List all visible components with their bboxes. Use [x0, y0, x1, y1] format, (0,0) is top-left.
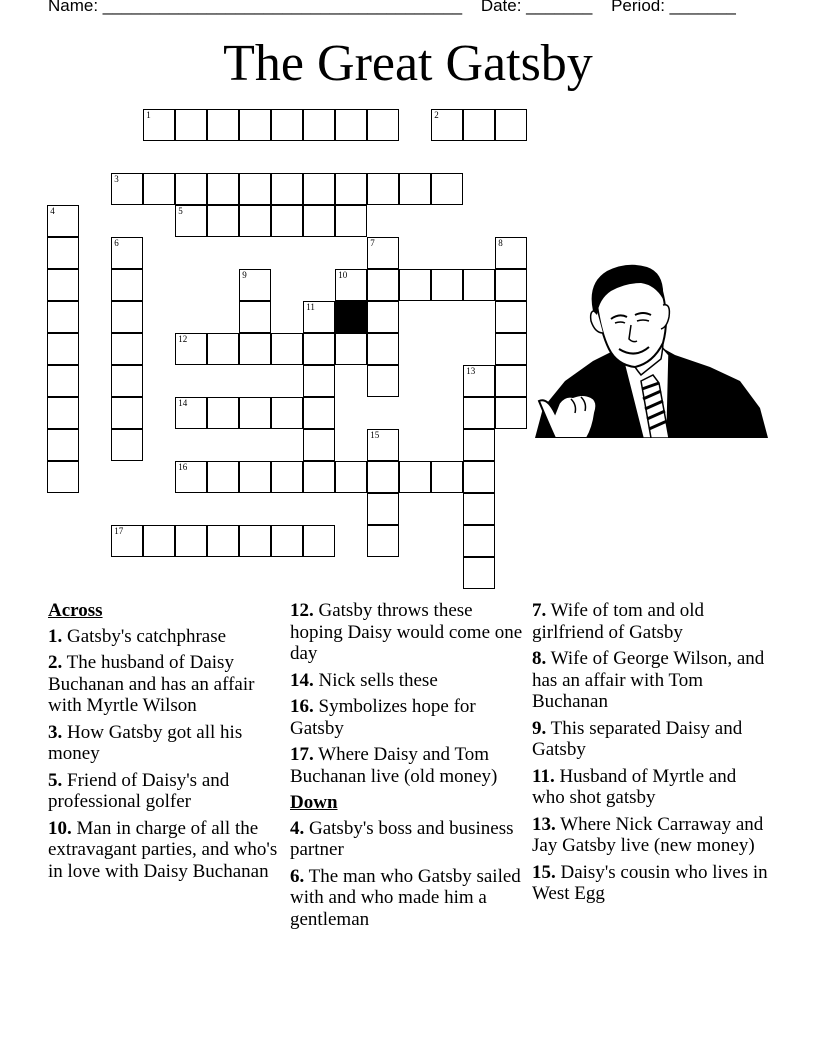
crossword-cell[interactable]	[143, 109, 175, 141]
crossword-cell[interactable]	[47, 301, 79, 333]
period-field-label[interactable]: Period: _______	[611, 0, 736, 15]
crossword-cell[interactable]	[47, 365, 79, 397]
crossword-cell[interactable]	[239, 173, 271, 205]
crossword-cell[interactable]	[271, 397, 303, 429]
crossword-cell[interactable]	[303, 173, 335, 205]
cell-number: 1	[146, 110, 151, 121]
crossword-cell[interactable]	[399, 461, 431, 493]
crossword-cell[interactable]	[175, 109, 207, 141]
crossword-cell[interactable]	[175, 173, 207, 205]
clue-down-4: 4. Gatsby's boss and business partner	[290, 817, 514, 860]
crossword-cell[interactable]	[335, 205, 367, 237]
crossword-cell[interactable]	[239, 301, 271, 333]
crossword-cell[interactable]	[143, 525, 175, 557]
cell-number: 6	[114, 238, 119, 249]
cell-number: 3	[114, 174, 119, 185]
man-in-suit-pointing-icon	[535, 263, 770, 438]
crossword-cell[interactable]	[399, 173, 431, 205]
crossword-cell[interactable]	[367, 269, 399, 301]
crossword-cell[interactable]	[399, 269, 431, 301]
clue-down-8: 8. Wife of George Wilson, and has an affair with Tom Buchanan	[532, 648, 765, 712]
clues-column-3	[532, 600, 772, 910]
cell-number: 10	[338, 270, 348, 281]
crossword-cell[interactable]	[335, 333, 367, 365]
crossword-cell[interactable]	[431, 269, 463, 301]
crossword-cell[interactable]	[335, 173, 367, 205]
crossword-cell[interactable]	[271, 205, 303, 237]
crossword-cell[interactable]	[367, 109, 399, 141]
clues-column-1	[48, 600, 280, 887]
crossword-cell[interactable]	[207, 397, 239, 429]
crossword-cell[interactable]	[495, 269, 527, 301]
crossword-cell[interactable]	[303, 429, 335, 461]
clues-column-2	[290, 600, 526, 935]
crossword-cell[interactable]	[463, 557, 495, 589]
crossword-cell[interactable]	[431, 173, 463, 205]
crossword-cell[interactable]	[367, 525, 399, 557]
crossword-cell[interactable]	[111, 365, 143, 397]
crossword-cell[interactable]	[47, 333, 79, 365]
crossword-cell[interactable]	[239, 109, 271, 141]
crossword-cell[interactable]	[367, 493, 399, 525]
crossword-cell[interactable]	[431, 109, 463, 141]
crossword-cell[interactable]	[239, 269, 271, 301]
crossword-cell[interactable]	[175, 397, 207, 429]
crossword-cell[interactable]	[239, 333, 271, 365]
crossword-cell[interactable]	[207, 205, 239, 237]
crossword-cell[interactable]	[47, 461, 79, 493]
crossword-cell[interactable]	[111, 397, 143, 429]
crossword-cell[interactable]	[335, 109, 367, 141]
crossword-cell[interactable]	[47, 397, 79, 429]
cell-number: 13	[466, 366, 476, 377]
clue-down-9: 9. This separated Daisy and Gatsby	[532, 717, 743, 760]
down-heading: Down	[290, 792, 338, 813]
crossword-cell[interactable]	[463, 397, 495, 429]
crossword-cell[interactable]	[207, 461, 239, 493]
crossword-cell[interactable]	[303, 365, 335, 397]
crossword-cell[interactable]	[175, 205, 207, 237]
crossword-cell[interactable]	[303, 461, 335, 493]
crossword-cell[interactable]	[303, 205, 335, 237]
man-in-suit-illustration	[535, 263, 770, 438]
crossword-cell[interactable]	[495, 109, 527, 141]
clue-across-16: 16. Symbolizes hope for Gatsby	[290, 696, 476, 739]
crossword-cell[interactable]	[175, 525, 207, 557]
crossword-cell[interactable]	[207, 333, 239, 365]
crossword-cell[interactable]	[367, 237, 399, 269]
crossword-cell[interactable]	[463, 493, 495, 525]
cell-number: 17	[114, 526, 124, 537]
crossword-cell[interactable]	[431, 461, 463, 493]
crossword-cell[interactable]	[303, 301, 335, 333]
clue-down-15: 15. Daisy's cousin who lives in West Egg	[532, 861, 768, 904]
clue-across-1: 1. Gatsby's catchphrase	[48, 625, 227, 647]
crossword-cell[interactable]	[47, 269, 79, 301]
crossword-cell[interactable]	[463, 525, 495, 557]
date-field-label[interactable]: Date: _______	[480, 0, 593, 15]
crossword-cell[interactable]	[207, 109, 239, 141]
crossword-cell[interactable]	[207, 525, 239, 557]
cell-number: 9	[242, 270, 247, 281]
crossword-cell[interactable]	[367, 301, 399, 333]
cell-number: 5	[178, 206, 183, 217]
clue-across-17: 17. Where Daisy and Tom Buchanan live (old money)	[290, 744, 498, 787]
cell-number: 2	[434, 110, 439, 121]
cell-number: 8	[498, 238, 503, 249]
crossword-cell[interactable]	[463, 109, 495, 141]
crossword-cell[interactable]	[271, 333, 303, 365]
crossword-cell[interactable]	[111, 301, 143, 333]
crossword-cell[interactable]	[463, 461, 495, 493]
clue-down-7: 7. Wife of tom and old girlfriend of Gatsby	[532, 600, 704, 643]
crossword-cell[interactable]	[463, 269, 495, 301]
cell-number: 7	[370, 238, 375, 249]
crossword-cell[interactable]	[271, 461, 303, 493]
crossword-grid	[48, 110, 528, 590]
crossword-cell[interactable]	[303, 333, 335, 365]
crossword-cell[interactable]	[335, 269, 367, 301]
crossword-cell[interactable]	[111, 173, 143, 205]
crossword-cell[interactable]	[111, 429, 143, 461]
crossword-cell[interactable]	[495, 365, 527, 397]
crossword-cell[interactable]	[47, 205, 79, 237]
crossword-cell[interactable]	[335, 461, 367, 493]
crossword-cell[interactable]	[47, 429, 79, 461]
crossword-cell[interactable]	[111, 237, 143, 269]
crossword-cell[interactable]	[367, 173, 399, 205]
crossword-cell[interactable]	[463, 365, 495, 397]
crossword-cell[interactable]	[111, 269, 143, 301]
clue-across-3: 3. How Gatsby got all his money	[48, 721, 243, 764]
clue-across-14: 14. Nick sells these	[290, 669, 438, 691]
crossword-cell[interactable]	[495, 237, 527, 269]
crossword-cell[interactable]	[495, 301, 527, 333]
crossword-cell[interactable]	[495, 333, 527, 365]
clue-down-6: 6. The man who Gatsby sailed with and who made him a gentleman	[290, 865, 521, 930]
crossword-cell[interactable]	[367, 429, 399, 461]
cell-number: 16	[178, 462, 188, 473]
crossword-cell[interactable]	[175, 333, 207, 365]
crossword-cell[interactable]	[271, 173, 303, 205]
clue-down-11: 11. Husband of Myrtle and who shot gatsby	[532, 765, 737, 808]
crossword-cell[interactable]	[111, 525, 143, 557]
crossword-cell[interactable]	[143, 173, 175, 205]
crossword-cell[interactable]	[111, 333, 143, 365]
crossword-cell[interactable]	[495, 397, 527, 429]
crossword-cell[interactable]	[175, 461, 207, 493]
crossword-cell[interactable]	[239, 525, 271, 557]
cell-number: 14	[178, 398, 188, 409]
name-field-label[interactable]: Name: ______________________________________	[48, 0, 463, 15]
crossword-cell[interactable]	[239, 461, 271, 493]
crossword-cell[interactable]	[367, 365, 399, 397]
crossword-cell[interactable]	[271, 525, 303, 557]
page-title: The Great Gatsby	[223, 35, 593, 92]
crossword-cell[interactable]	[303, 397, 335, 429]
crossword-cell[interactable]	[367, 461, 399, 493]
crossword-cell[interactable]	[239, 397, 271, 429]
across-heading: Across	[48, 600, 103, 621]
cell-number: 12	[178, 334, 188, 345]
clue-down-13: 13. Where Nick Carraway and Jay Gatsby live (new money)	[532, 813, 764, 856]
crossword-cell[interactable]	[303, 525, 335, 557]
cell-number: 15	[370, 430, 380, 441]
worksheet-header	[48, 0, 750, 16]
clue-across-5: 5. Friend of Daisy's and professional golfer	[48, 769, 230, 812]
crossword-cell[interactable]	[367, 333, 399, 365]
cell-number: 11	[306, 302, 315, 313]
crossword-cell[interactable]	[303, 109, 335, 141]
crossword-block-cell	[335, 301, 367, 333]
clue-across-10: 10. Man in charge of all the extravagant parties, and who's in love with Daisy Buchanan	[48, 817, 278, 882]
crossword-cell[interactable]	[207, 173, 239, 205]
crossword-cell[interactable]	[239, 205, 271, 237]
crossword-cell[interactable]	[271, 109, 303, 141]
crossword-cell[interactable]	[463, 429, 495, 461]
cell-number: 4	[50, 206, 55, 217]
clue-across-2: 2. The husband of Daisy Buchanan and has an affair with Myrtle Wilson	[48, 652, 255, 716]
clue-across-12: 12. Gatsby throws these hoping Daisy would come one day	[290, 600, 523, 664]
crossword-cell[interactable]	[47, 237, 79, 269]
